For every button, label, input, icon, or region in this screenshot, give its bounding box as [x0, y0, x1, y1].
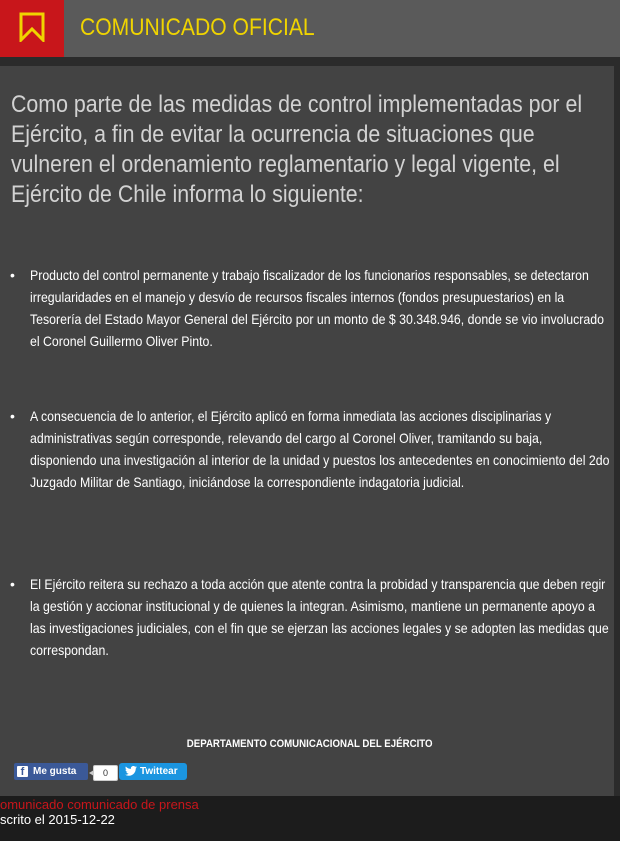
- header-bar: [0, 0, 620, 57]
- like-label: Me gusta: [33, 766, 77, 777]
- bullet: •: [10, 267, 15, 283]
- twitter-bird-icon: [125, 766, 137, 776]
- page-title: COMUNICADO OFICIAL: [80, 14, 315, 41]
- bullet: •: [10, 576, 15, 592]
- tweet-button[interactable]: [119, 763, 187, 780]
- bookmark-icon-box: [0, 0, 64, 57]
- list-item-text: El Ejército reitera su rechazo a toda acción que atente contra la probidad y transparencia que deben regir la gestión y accionar institucional y de quienes la integran. Asimismo, mantiene un permanente apoyo a las investigaciones judiciales, con el fin que se ejerzan las acciones legales y se adopten las medidas que correspondan.: [30, 576, 609, 658]
- bookmark-icon: [18, 12, 46, 42]
- list-item-text: A consecuencia de lo anterior, el Ejército aplicó en forma inmediata las acciones disciplinarias y administrativas según corresponde, relevando del cargo al Coronel Oliver, tramitando su baja, disponiendo una investigación al interior de la unidad y puestos los antecedentes en conocimiento del 2do Juzgado Militar de Santiago, iniciándose la correspondiente indagatoria judicial.: [30, 408, 610, 490]
- signature-text: DEPARTAMENTO COMUNICACIONAL DEL EJÉRCITO: [187, 738, 433, 750]
- signature: [0, 738, 620, 750]
- like-count: 0: [93, 765, 118, 781]
- tag-link[interactable]: omunicado: [0, 797, 64, 812]
- publish-date: scrito el 2015-12-22: [0, 812, 115, 827]
- list-item-text: Producto del control permanente y trabajo fiscalizador de los funcionarios responsables, se detectaron irregularidades en el manejo y desvío de recursos fiscales internos (fondos presupuestarios) en la Tesorería del Estado Mayor General del Ejército por un monto de $ 30.348.946, donde se vio involucrado el Coronel Guillermo Oliver Pinto.: [30, 267, 604, 349]
- facebook-like-button[interactable]: [14, 763, 88, 780]
- tweet-label: Twittear: [140, 766, 178, 777]
- facebook-icon: f: [17, 766, 28, 777]
- bullet: •: [10, 408, 15, 424]
- intro-paragraph: Como parte de las medidas de control implementadas por el Ejército, a fin de evitar la ocurrencia de situaciones que vulneren el ordenamiento reglamentario y legal vigente, el Ejército de Chile informa lo siguiente:: [11, 91, 583, 208]
- tag-list: [0, 797, 199, 812]
- tag-link[interactable]: comunicado de prensa: [67, 797, 199, 812]
